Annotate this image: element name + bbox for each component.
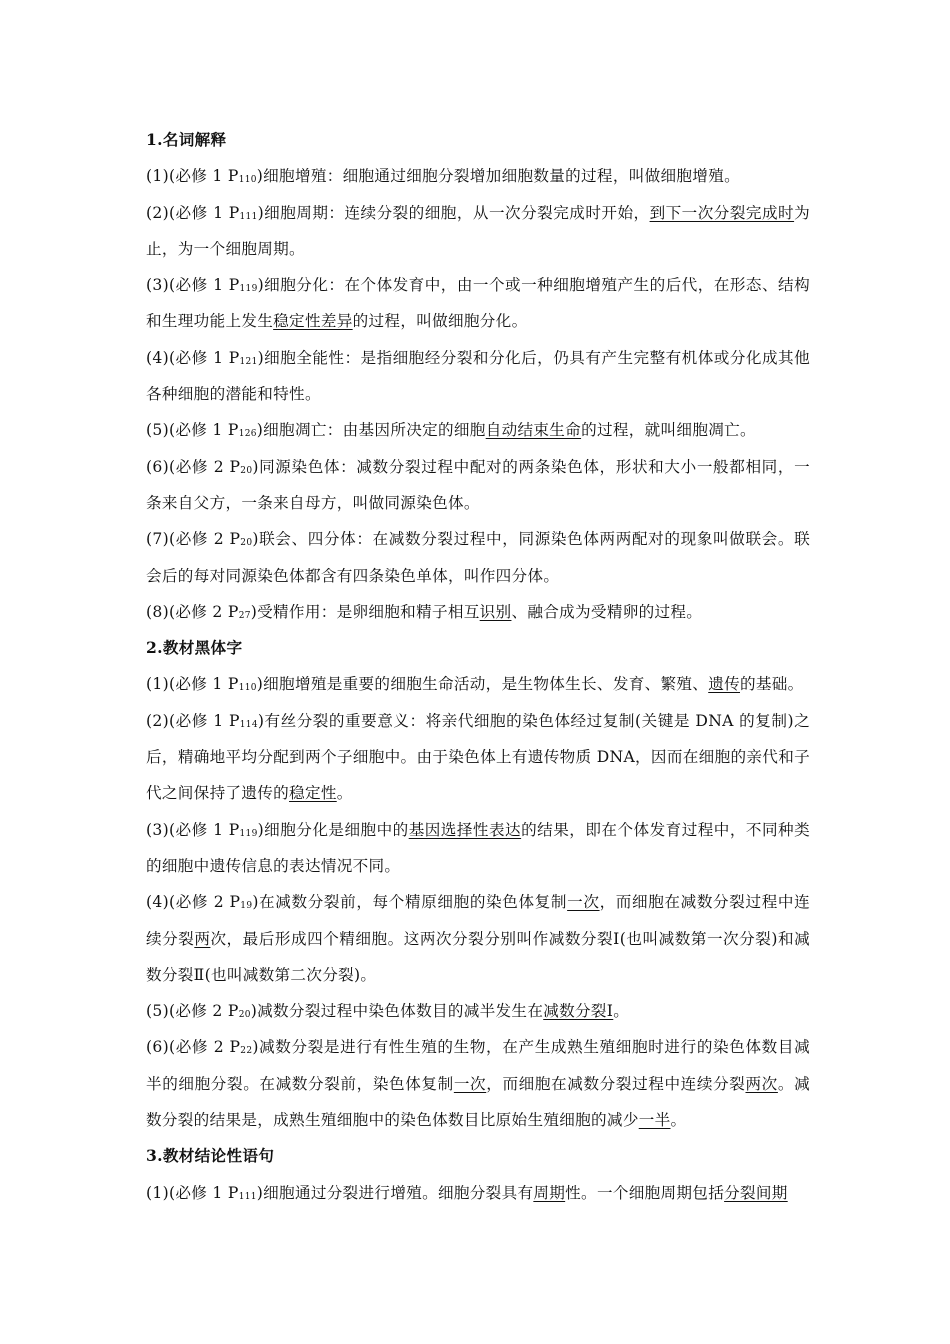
item-text: )在减数分裂前，每个精原细胞的染色体复制: [252, 893, 568, 912]
list-item: [146, 521, 810, 594]
item-text: 的过程，就叫细胞凋亡。: [581, 421, 756, 440]
item-text: (4)(必修 2 P: [146, 893, 241, 912]
item-text: )有丝分裂的重要意义：将亲代细胞的染色体经过复制(关键是 DNA 的复制)之后，精确地平均分配到两个子细胞中。由于染色体上有遗传物质 DNA，因而在细胞的亲代和子代之间保持了遗传的: [146, 711, 811, 803]
page-number-subscript: 114: [239, 719, 258, 730]
item-text: )细胞周期：连续分裂的细胞，从一次分裂完成时开始，: [257, 203, 650, 222]
item-text: 。: [670, 1111, 687, 1130]
item-text: ，而细胞在减数分裂过程中连续分裂: [486, 1074, 746, 1093]
item-text: )同源染色体：减数分裂过程中配对的两条染色体，形状和大小一般都相同，一条来自父方，一条来自母方，叫做同源染色体。: [146, 457, 811, 512]
underlined-answer: 减数分裂Ⅰ: [543, 1002, 614, 1021]
item-text: ，而细胞在减数分裂过程中连续分裂: [146, 893, 811, 948]
item-text: )减数分裂是进行有性生殖的生物，在产生成熟生殖细胞时进行的染色体数目减半的细胞分裂。在减数分裂前，染色体复制: [146, 1038, 811, 1093]
item-text: (1)(必修 1 P: [146, 167, 239, 186]
list-item: [146, 1175, 810, 1211]
item-text: 为止，为一个细胞周期。: [146, 203, 810, 258]
item-text: (3)(必修 1 P: [146, 276, 240, 295]
page-number-subscript: 110: [238, 683, 257, 694]
list-item: [146, 195, 810, 268]
item-text: )细胞分化：在个体发育中，由一个或一种细胞增殖产生的后代，在形态、结构和生理功能上发生: [146, 276, 810, 331]
item-text: 次，最后形成四个精细胞。这两次分裂分别叫作减数分裂Ⅰ(也叫减数第一次分裂)和减数分裂Ⅱ(也叫减数第二次分裂)。: [146, 929, 810, 984]
list-item: [146, 158, 810, 194]
item-text: (6)(必修 2 P: [146, 457, 241, 476]
underlined-answer: 一次: [567, 893, 600, 912]
page-number-subscript: 126: [238, 429, 257, 440]
item-text: (1)(必修 1 P: [146, 1183, 239, 1202]
section-heading: 1.名词解释: [146, 130, 227, 149]
item-text: (7)(必修 2 P: [146, 530, 241, 549]
list-item: [146, 449, 810, 522]
item-text: )细胞通过分裂进行增殖。细胞分裂具有: [256, 1183, 534, 1202]
page-number-subscript: 27: [238, 610, 251, 621]
item-text: (2)(必修 1 P: [146, 203, 240, 222]
item-text: )细胞全能性：是指细胞经分裂和分化后，仍具有产生完整有机体或分化成其他各种细胞的潜能和特性。: [146, 348, 810, 404]
item-text: (8)(必修 2 P: [146, 602, 239, 621]
underlined-answer: 遗传: [708, 675, 740, 694]
page-number-subscript: 121: [239, 356, 258, 367]
item-text: )细胞分化是细胞中的: [257, 820, 409, 839]
underlined-answer: 两: [194, 929, 211, 948]
list-item: [146, 340, 810, 413]
item-text: )细胞凋亡：由基因所决定的细胞: [256, 421, 486, 440]
item-text: )细胞增殖是重要的细胞生命活动，是生物体生长、发育、繁殖、: [256, 675, 709, 694]
list-item: [146, 812, 810, 885]
item-text: (2)(必修 1 P: [146, 711, 240, 730]
list-item: [146, 703, 810, 812]
list-item: [146, 884, 810, 993]
page-number-subscript: 111: [239, 211, 258, 222]
item-text: 的结果，即在个体发育过程中，不同种类的细胞中遗传信息的表达情况不同。: [146, 820, 810, 875]
page-number-subscript: 119: [239, 284, 258, 295]
item-text: 性。一个细胞周期包括: [565, 1183, 725, 1202]
page-number-subscript: 110: [238, 175, 257, 186]
underlined-answer: 识别: [479, 602, 512, 621]
item-text: (4)(必修 1 P: [146, 348, 240, 367]
underlined-answer: 两次: [745, 1074, 778, 1093]
document-body: [146, 122, 810, 1211]
underlined-answer: 自动结束生命: [485, 421, 582, 440]
item-text: 的基础。: [740, 675, 804, 694]
page-number-subscript: 20: [240, 465, 253, 476]
underlined-answer: 到下一次分裂完成时: [649, 203, 795, 222]
list-item: [146, 594, 810, 630]
item-text: 。: [613, 1002, 630, 1021]
item-text: (3)(必修 1 P: [146, 820, 240, 839]
item-text: )减数分裂过程中染色体数目的减半发生在: [250, 1002, 544, 1021]
list-item: [146, 666, 810, 702]
page-number-subscript: 119: [239, 828, 258, 839]
item-text: (5)(必修 2 P: [146, 1002, 239, 1021]
underlined-answer: 一次: [453, 1074, 487, 1093]
underlined-answer: 稳定性差异: [273, 312, 353, 331]
list-item: [146, 1029, 810, 1138]
underlined-answer: 分裂间期: [724, 1183, 788, 1202]
item-text: 、融合成为受精卵的过程。: [511, 602, 703, 621]
item-text: 。减数分裂的结果是，成熟生殖细胞中的染色体数目比原始生殖细胞的减少: [146, 1074, 810, 1130]
page-number-subscript: 20: [238, 1010, 251, 1021]
underlined-answer: 基因选择性表达: [408, 820, 522, 839]
item-text: 的过程，叫做细胞分化。: [352, 312, 528, 331]
item-text: (6)(必修 2 P: [146, 1038, 241, 1057]
list-item: [146, 412, 810, 448]
page-number-subscript: 19: [240, 901, 253, 912]
item-text: )受精作用：是卵细胞和精子相互: [250, 602, 480, 621]
item-text: )细胞增殖：细胞通过细胞分裂增加细胞数量的过程，叫做细胞增殖。: [256, 167, 740, 186]
list-item: [146, 993, 810, 1029]
page-number-subscript: 20: [240, 538, 253, 549]
section-heading: 2.教材黑体字: [146, 638, 243, 658]
list-item: [146, 267, 810, 340]
page-number-subscript: 22: [240, 1046, 253, 1057]
section-heading: 3.教材结论性语句: [146, 1146, 275, 1166]
item-text: (5)(必修 1 P: [146, 421, 239, 440]
underlined-answer: 周期: [533, 1183, 566, 1202]
underlined-answer: 稳定性: [289, 784, 337, 803]
item-text: 。: [336, 784, 353, 803]
page-number-subscript: 111: [238, 1191, 257, 1202]
item-text: (1)(必修 1 P: [146, 675, 239, 694]
underlined-answer: 一半: [638, 1111, 671, 1130]
item-text: )联会、四分体：在减数分裂过程中，同源染色体两两配对的现象叫做联会。联会后的每对同源染色体都含有四条染色单体，叫作四分体。: [146, 530, 811, 585]
